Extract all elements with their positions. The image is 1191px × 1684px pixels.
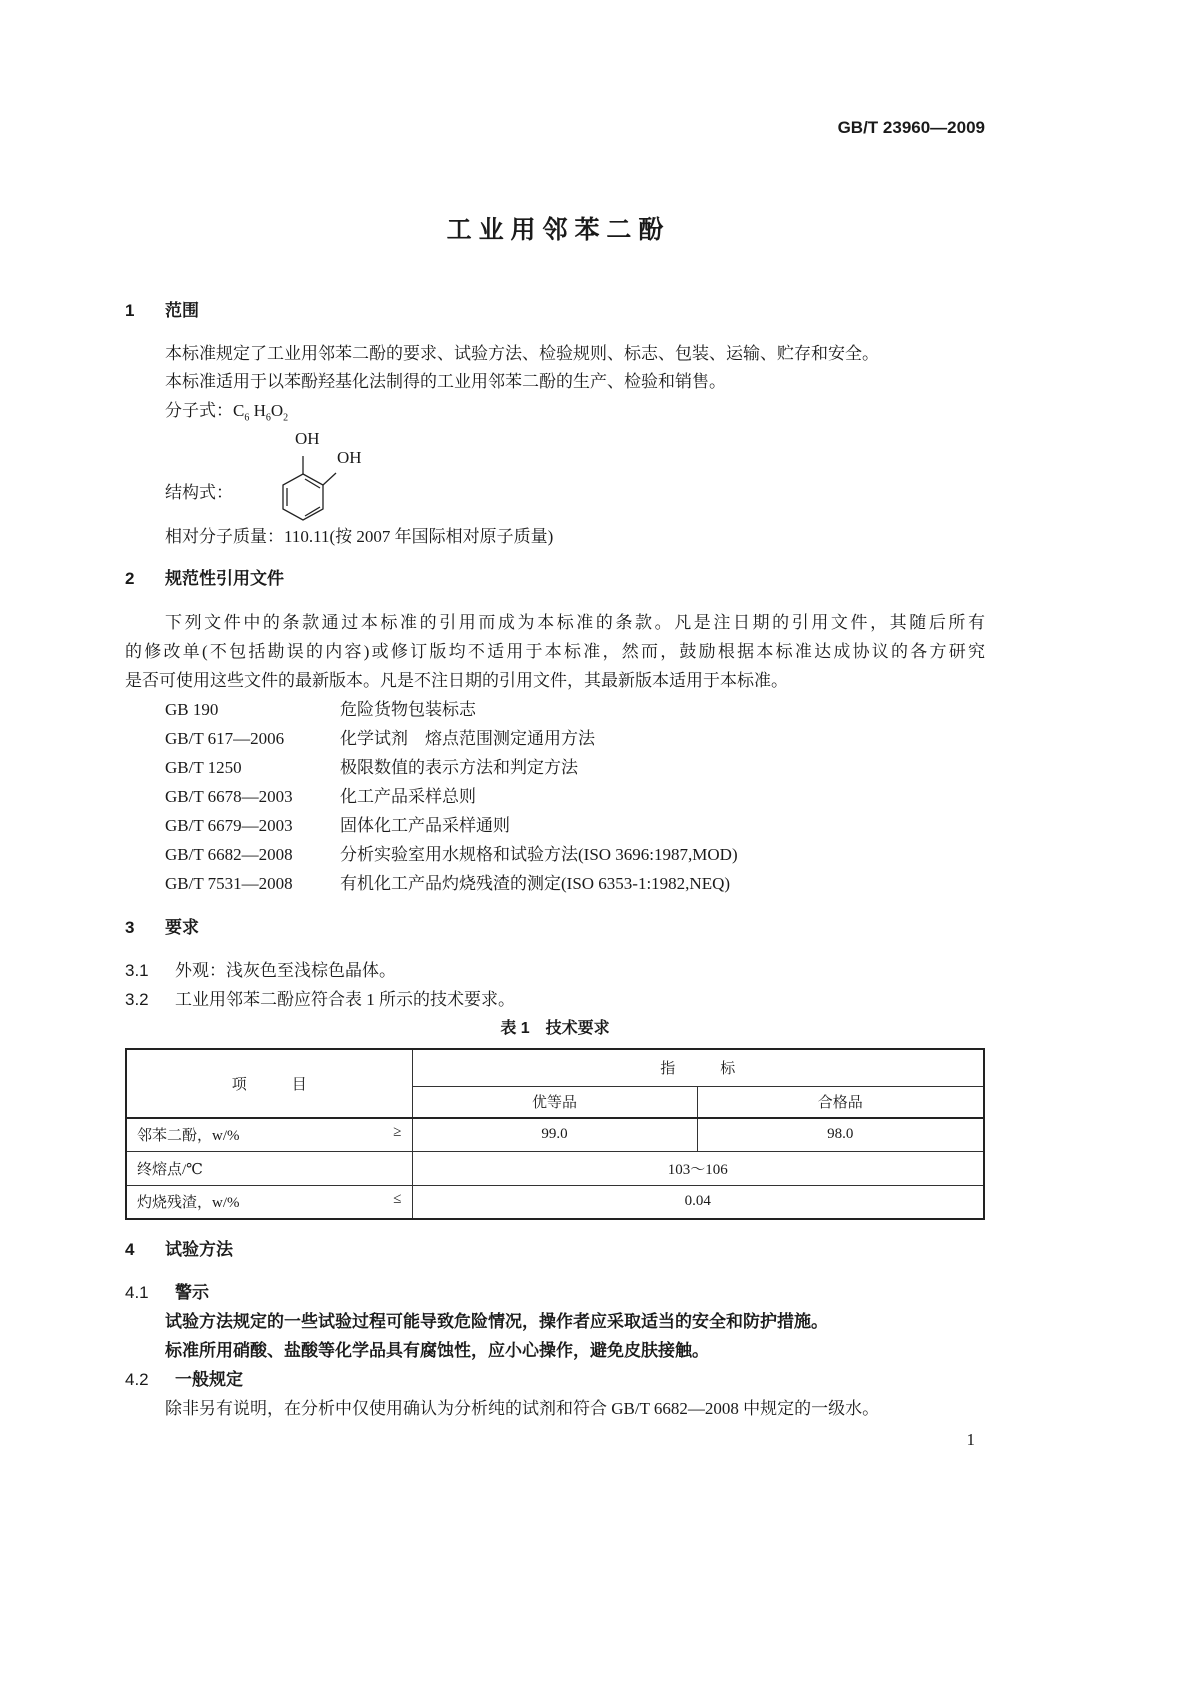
clause-title: 警示 [175, 1283, 209, 1302]
paragraph: 本标准适用于以苯酚羟基化法制得的工业用邻苯二酚的生产、检验和销售。 [165, 372, 726, 391]
table-row [126, 1185, 984, 1219]
reference-title: 固体化工产品采样通则 [340, 816, 510, 835]
value-cell: 98.0 [697, 1118, 984, 1151]
section-2-heading [125, 568, 284, 590]
reference-code: GB/T 6678—2003 [165, 787, 293, 806]
clause-text: 工业用邻苯二酚应符合表 1 所示的技术要求。 [175, 990, 515, 1009]
section-number: 1 [125, 301, 135, 320]
section-title: 要求 [165, 918, 199, 937]
paragraph: 本标准规定了工业用邻苯二酚的要求、试验方法、检验规则、标志、包装、运输、贮存和安全。 [165, 344, 879, 363]
molecular-mass: 相对分子质量：110.11(按 2007 年国际相对原子质量) [165, 527, 554, 546]
hydroxyl-label: OH [337, 448, 362, 467]
page-title: 工 业 用 邻 苯 二 酚 [446, 216, 664, 244]
value-cell: 99.0 [412, 1118, 697, 1151]
reference-item [165, 699, 476, 721]
value-cell: 103～106 [412, 1151, 984, 1185]
reference-item [165, 786, 476, 808]
reference-code: GB/T 6682—2008 [165, 845, 293, 864]
subscript: 2 [283, 412, 289, 424]
clause-number: 4.2 [125, 1370, 149, 1389]
table-row [126, 1151, 984, 1185]
reference-code: GB 190 [165, 700, 219, 719]
item-cell [126, 1185, 412, 1219]
clause-title: 一般规定 [175, 1370, 243, 1389]
paragraph-line: 是否可使用这些文件的最新版本。凡是不注日期的引用文件，其最新版本适用于本标准。 [125, 671, 788, 690]
warning-text: 标准所用硝酸、盐酸等化学品具有腐蚀性，应小心操作，避免皮肤接触。 [165, 1341, 709, 1360]
label: 分子式： [165, 401, 233, 420]
element: C [233, 401, 245, 420]
reference-code: GB/T 7531—2008 [165, 874, 293, 893]
reference-item [165, 757, 578, 779]
reference-title: 危险货物包装标志 [340, 700, 476, 719]
structure-label: 结构式： [165, 483, 233, 502]
clause-number: 3.1 [125, 961, 149, 980]
reference-title: 化学试剂 熔点范围测定通用方法 [340, 729, 595, 748]
clause-number: 3.2 [125, 990, 149, 1009]
reference-item [165, 728, 595, 750]
reference-code: GB/T 1250 [165, 758, 242, 777]
reference-code: GB/T 617—2006 [165, 729, 285, 748]
paragraph-line: 下列文件中的条款通过本标准的引用而成为本标准的条款。凡是注日期的引用文件，其随后所有 [165, 613, 985, 632]
item-cell [126, 1118, 412, 1151]
clause-text: 外观：浅灰色至浅棕色晶体。 [175, 961, 396, 980]
header-index: 指 标 [412, 1049, 984, 1086]
reference-title: 分析实验室用水规格和试验方法(ISO 3696:1987,MOD) [340, 845, 738, 864]
section-number: 2 [125, 569, 135, 588]
item-name: 灼烧残渣，w/% [137, 1195, 240, 1212]
molecular-formula [165, 400, 288, 429]
clause-4-1 [125, 1282, 209, 1304]
clause-3-2 [125, 989, 515, 1011]
reference-title: 有机化工产品灼烧残渣的测定(ISO 6353-1:1982,NEQ) [340, 874, 731, 893]
section-title: 试验方法 [165, 1240, 233, 1259]
value-cell: 0.04 [412, 1185, 984, 1219]
section-number: 4 [125, 1240, 135, 1259]
item-name: 终熔点/℃ [137, 1161, 203, 1178]
clause-number: 4.1 [125, 1283, 149, 1302]
subscript: 6 [244, 412, 250, 424]
table-row [126, 1118, 984, 1151]
hydroxyl-label: OH [295, 429, 320, 448]
clause-3-1 [125, 960, 396, 982]
page-number: 1 [966, 1430, 975, 1449]
reference-item [165, 873, 730, 895]
operator: ≤ [393, 1191, 402, 1208]
paragraph: 除非另有说明，在分析中仅使用确认为分析纯的试剂和符合 GB/T 6682—2008 中规定的一级水。 [165, 1399, 880, 1418]
header-superior: 优等品 [412, 1086, 697, 1118]
standard-number: GB/T 23960—2009 [837, 118, 985, 137]
warning-text: 试验方法规定的一些试验过程可能导致危险情况，操作者应采取适当的安全和防护措施。 [165, 1312, 828, 1331]
reference-title: 化工产品采样总则 [340, 787, 476, 806]
section-number: 3 [125, 918, 135, 937]
item-cell [126, 1151, 412, 1185]
paragraph-line: 的修改单(不包括勘误的内容)或修订版均不适用于本标准，然而，鼓励根据本标准达成协议的各方研究 [125, 642, 985, 661]
header-qualified: 合格品 [697, 1086, 984, 1118]
operator: ≥ [393, 1124, 402, 1141]
technical-requirements-table [125, 1048, 985, 1220]
section-title: 范围 [165, 301, 199, 320]
header-item: 项 目 [126, 1049, 412, 1118]
reference-item [165, 844, 738, 866]
section-1-heading [125, 300, 199, 322]
section-4-heading [125, 1239, 233, 1261]
reference-item [165, 815, 510, 837]
subscript: 6 [265, 412, 271, 424]
section-3-heading [125, 917, 199, 939]
item-name: 邻苯二酚，w/% [137, 1128, 240, 1145]
reference-title: 极限数值的表示方法和判定方法 [340, 758, 578, 777]
reference-code: GB/T 6679—2003 [165, 816, 293, 835]
table-header-row [126, 1049, 984, 1086]
catechol-structure-diagram [270, 440, 360, 530]
clause-4-2 [125, 1369, 243, 1391]
table-caption: 表 1 技术要求 [500, 1020, 610, 1037]
section-title: 规范性引用文件 [165, 569, 284, 588]
element: H [253, 401, 266, 420]
element: O [270, 401, 284, 420]
